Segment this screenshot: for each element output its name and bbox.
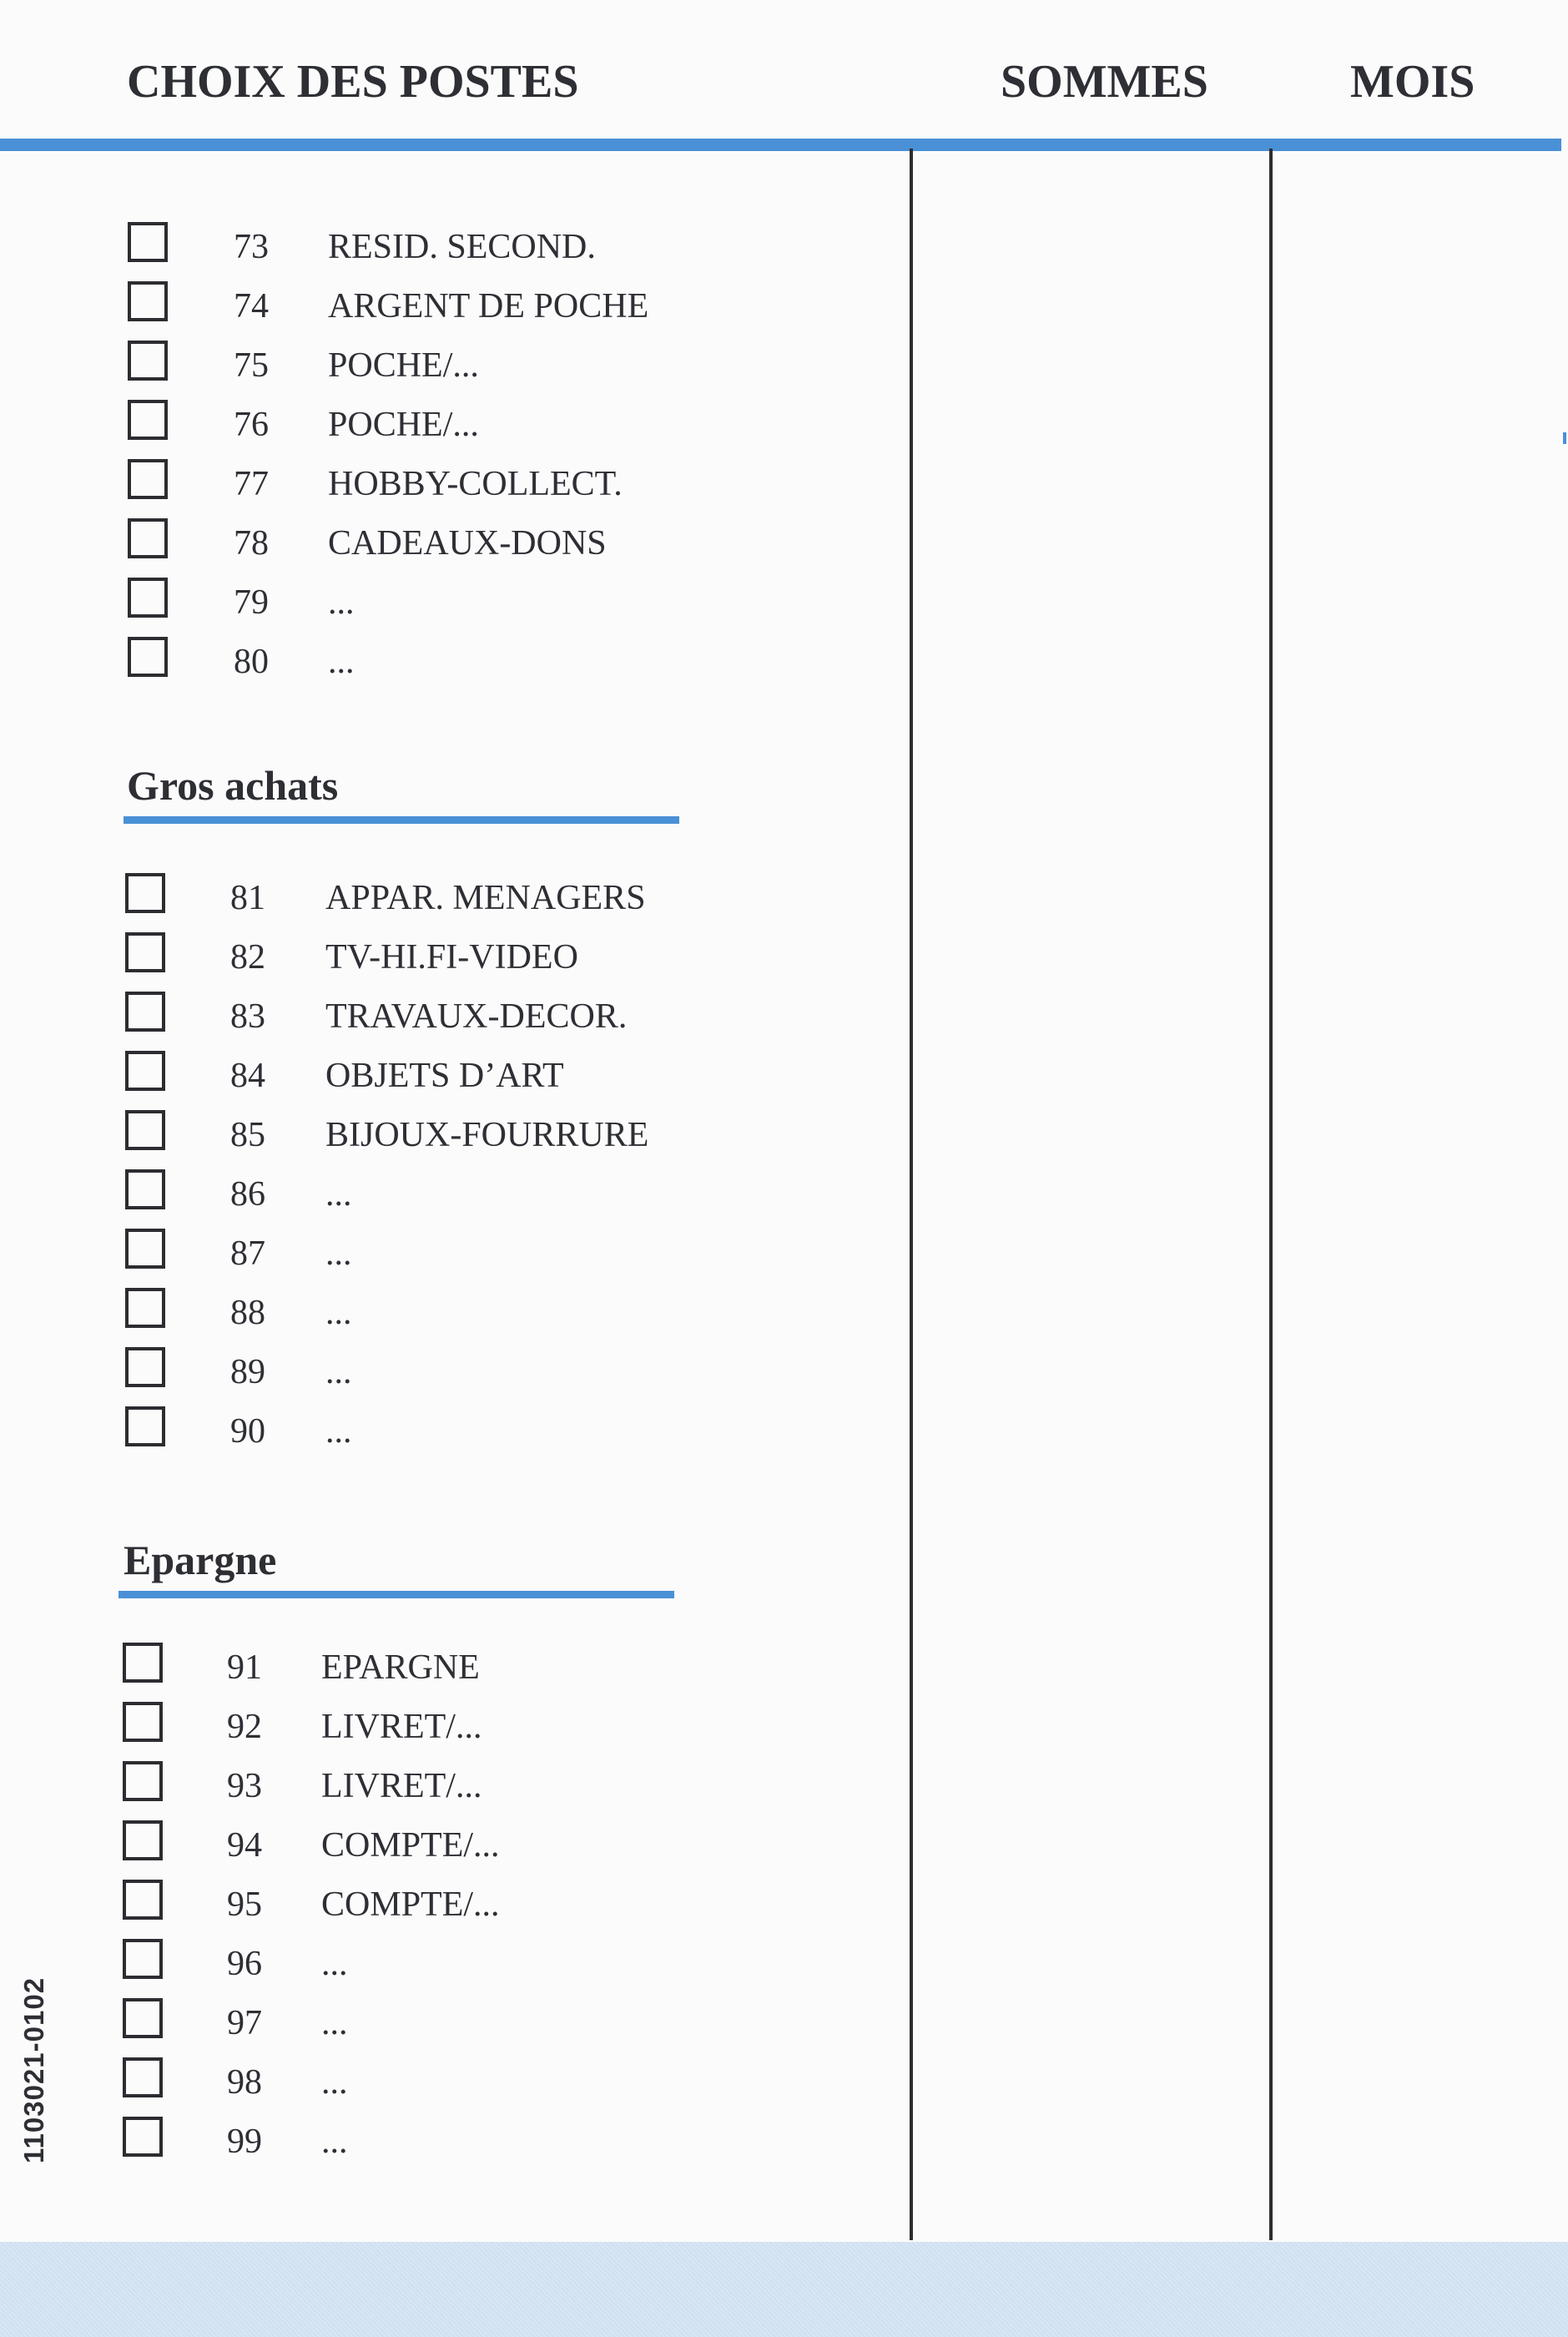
item-checkbox[interactable]	[123, 1939, 163, 1979]
item-label: HOBBY-COLLECT.	[328, 465, 623, 503]
item-checkbox[interactable]	[123, 1761, 163, 1801]
item-number: 74	[234, 287, 269, 326]
item-checkbox[interactable]	[125, 932, 165, 972]
item-number: 75	[234, 346, 269, 385]
item-number: 97	[227, 2004, 262, 2042]
item-number: 88	[230, 1294, 265, 1332]
item-label: ...	[325, 1234, 352, 1273]
item-label: LIVRET/...	[321, 1767, 482, 1805]
item-label: ...	[321, 2063, 348, 2102]
item-number: 91	[227, 1648, 262, 1687]
item-checkbox[interactable]	[125, 1347, 165, 1387]
section-rule-epargne	[118, 1591, 674, 1598]
bottom-band	[0, 2242, 1568, 2337]
column-header-sommes: SOMMES	[1001, 56, 1208, 108]
item-number: 73	[234, 228, 269, 266]
item-number: 83	[230, 997, 265, 1036]
item-checkbox[interactable]	[128, 637, 168, 677]
item-label: RESID. SECOND.	[328, 228, 596, 266]
item-label: COMPTE/...	[321, 1885, 500, 1924]
item-number: 81	[230, 879, 265, 917]
item-checkbox[interactable]	[125, 1406, 165, 1446]
item-number: 82	[230, 938, 265, 977]
column-header-mois: MOIS	[1350, 56, 1475, 108]
item-checkbox[interactable]	[128, 222, 168, 262]
header-divider	[0, 139, 1561, 151]
item-number: 85	[230, 1116, 265, 1154]
item-checkbox[interactable]	[128, 459, 168, 499]
item-checkbox[interactable]	[125, 1051, 165, 1091]
item-number: 84	[230, 1057, 265, 1095]
item-number: 94	[227, 1826, 262, 1865]
item-number: 79	[234, 583, 269, 622]
item-label: ...	[328, 643, 355, 681]
item-label: TRAVAUX-DECOR.	[325, 997, 628, 1036]
item-label: LIVRET/...	[321, 1708, 482, 1746]
item-number: 95	[227, 1885, 262, 1924]
item-label: APPAR. MENAGERS	[325, 879, 646, 917]
item-checkbox[interactable]	[125, 873, 165, 913]
item-checkbox[interactable]	[123, 1998, 163, 2038]
item-checkbox[interactable]	[123, 1643, 163, 1683]
item-label: OBJETS D’ART	[325, 1057, 564, 1095]
item-number: 89	[230, 1353, 265, 1391]
item-label: ...	[325, 1412, 352, 1451]
item-number: 98	[227, 2063, 262, 2102]
section-title-epargne: Epargne	[124, 1537, 277, 1583]
item-label: ...	[321, 2004, 348, 2042]
section-rule-gros-achats	[124, 816, 679, 824]
item-checkbox[interactable]	[125, 1288, 165, 1328]
item-checkbox[interactable]	[128, 281, 168, 321]
item-number: 93	[227, 1767, 262, 1805]
item-number: 92	[227, 1708, 262, 1746]
item-label: TV-HI.FI-VIDEO	[325, 938, 578, 977]
item-label: ...	[325, 1353, 352, 1391]
item-label: ...	[328, 583, 355, 622]
item-number: 77	[234, 465, 269, 503]
item-number: 86	[230, 1175, 265, 1214]
item-checkbox[interactable]	[123, 1702, 163, 1742]
item-label: ...	[325, 1175, 352, 1214]
column-divider-sommes	[910, 149, 913, 2240]
item-label: ...	[321, 1945, 348, 1983]
item-checkbox[interactable]	[123, 2057, 163, 2097]
item-checkbox[interactable]	[128, 578, 168, 618]
item-label: CADEAUX-DONS	[328, 524, 607, 563]
item-label: COMPTE/...	[321, 1826, 500, 1865]
item-number: 78	[234, 524, 269, 563]
item-label: POCHE/...	[328, 406, 479, 444]
item-checkbox[interactable]	[125, 1169, 165, 1209]
column-divider-mois	[1269, 149, 1273, 2240]
item-number: 80	[234, 643, 269, 681]
item-checkbox[interactable]	[128, 400, 168, 440]
item-number: 99	[227, 2122, 262, 2161]
item-label: BIJOUX-FOURRURE	[325, 1116, 649, 1154]
edge-mark	[1563, 432, 1566, 444]
item-checkbox[interactable]	[125, 992, 165, 1032]
item-checkbox[interactable]	[123, 1820, 163, 1860]
item-checkbox[interactable]	[125, 1229, 165, 1269]
item-number: 90	[230, 1412, 265, 1451]
item-label: EPARGNE	[321, 1648, 480, 1687]
item-label: POCHE/...	[328, 346, 479, 385]
item-number: 96	[227, 1945, 262, 1983]
print-reference-code: 1103021-0102	[18, 1976, 49, 2163]
section-title-gros-achats: Gros achats	[127, 762, 339, 809]
item-checkbox[interactable]	[128, 518, 168, 558]
item-label: ...	[325, 1294, 352, 1332]
item-checkbox[interactable]	[128, 341, 168, 381]
item-checkbox[interactable]	[123, 2117, 163, 2157]
column-header-choix: CHOIX DES POSTES	[127, 56, 579, 108]
item-checkbox[interactable]	[125, 1110, 165, 1150]
item-number: 87	[230, 1234, 265, 1273]
item-checkbox[interactable]	[123, 1880, 163, 1920]
item-label: ...	[321, 2122, 348, 2161]
item-number: 76	[234, 406, 269, 444]
item-label: ARGENT DE POCHE	[328, 287, 649, 326]
